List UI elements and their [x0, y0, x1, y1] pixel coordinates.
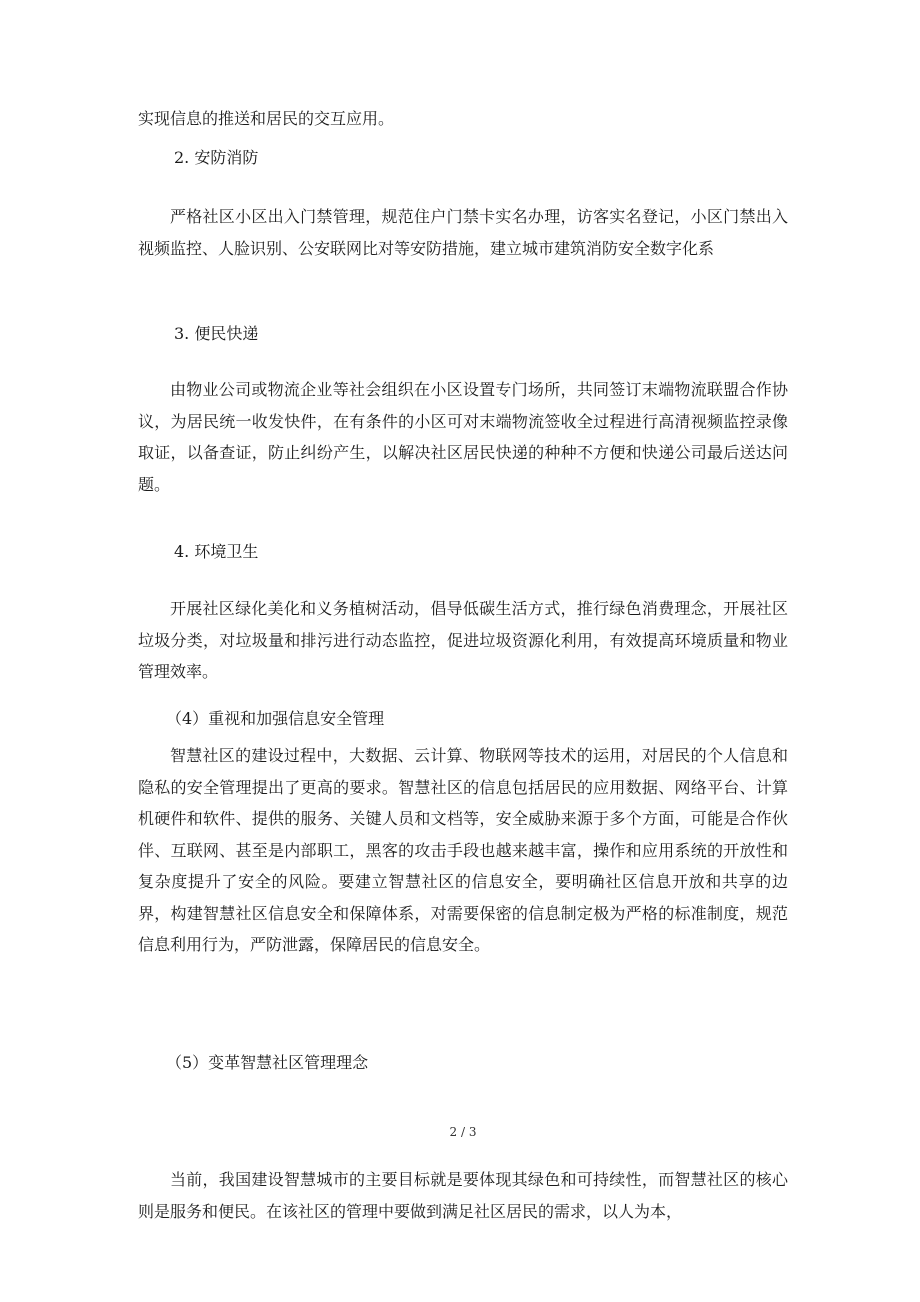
section-title-management-concept: （5）变革智慧社区管理理念 — [166, 1053, 369, 1072]
paragraph-express-delivery: 由物业公司或物流企业等社会组织在小区设置专门场所，共同签订末端物流联盟合作协议，为居民统一收发快件，在有条件的小区可对末端物流签收全过程进行高清视频监控录像取证，以备查证，防止纠纷产生，以解决社区居民快递的种种不方便和快递公司最后送达问题。 — [138, 380, 788, 494]
heading-environment: 4. 环境卫生 — [174, 542, 259, 561]
page-number: 2 / 3 — [449, 1125, 477, 1139]
paragraph-information-security: 智慧社区的建设过程中，大数据、云计算、物联网等技术的运用，对居民的个人信息和隐私的安全管理提出了更高的要求。智慧社区的信息包括居民的应用数据、网络平台、计算机硬件和软件、提供的服务、关键人员和文档等，安全威胁来源于多个方面，可能是合作伙伴、互联网、甚至是内部职工，黑客的攻击手段也越来越丰富，操作和应用系统的开放性和复杂度提升了安全的风险。要建立智慧社区的信息安全，要明确社区信息开放和共享的边界，构建智慧社区信息安全和保障体系，对需要保密的信息制定极为严格的标准制度，规范信息利用行为，严防泄露，保障居民的信息安全。 — [138, 746, 788, 954]
paragraph-environment: 开展社区绿化美化和义务植树活动，倡导低碳生活方式，推行绿色消费理念，开展社区垃圾分类，对垃圾量和排污进行动态监控，促进垃圾资源化利用，有效提高环境质量和物业管理效率。 — [138, 599, 788, 681]
heading-express-delivery: 3. 便民快递 — [174, 324, 259, 343]
paragraph-intro-continuation: 实现信息的推送和居民的交互应用。 — [138, 109, 395, 128]
paragraph-security-fire: 严格社区小区出入门禁管理，规范住户门禁卡实名办理，访客实名登记，小区门禁出入视频监控、人脸识别、公安联网比对等安防措施，建立城市建筑消防安全数字化系 — [138, 207, 788, 258]
heading-security-fire: 2. 安防消防 — [174, 148, 259, 167]
paragraph-current-goals: 当前，我国建设智慧城市的主要目标就是要体现其绿色和可持续性，而智慧社区的核心则是服务和便民。在该社区的管理中要做到满足社区居民的需求，以人为本， — [138, 1170, 788, 1221]
section-title-information-security: （4）重视和加强信息安全管理 — [166, 709, 385, 728]
